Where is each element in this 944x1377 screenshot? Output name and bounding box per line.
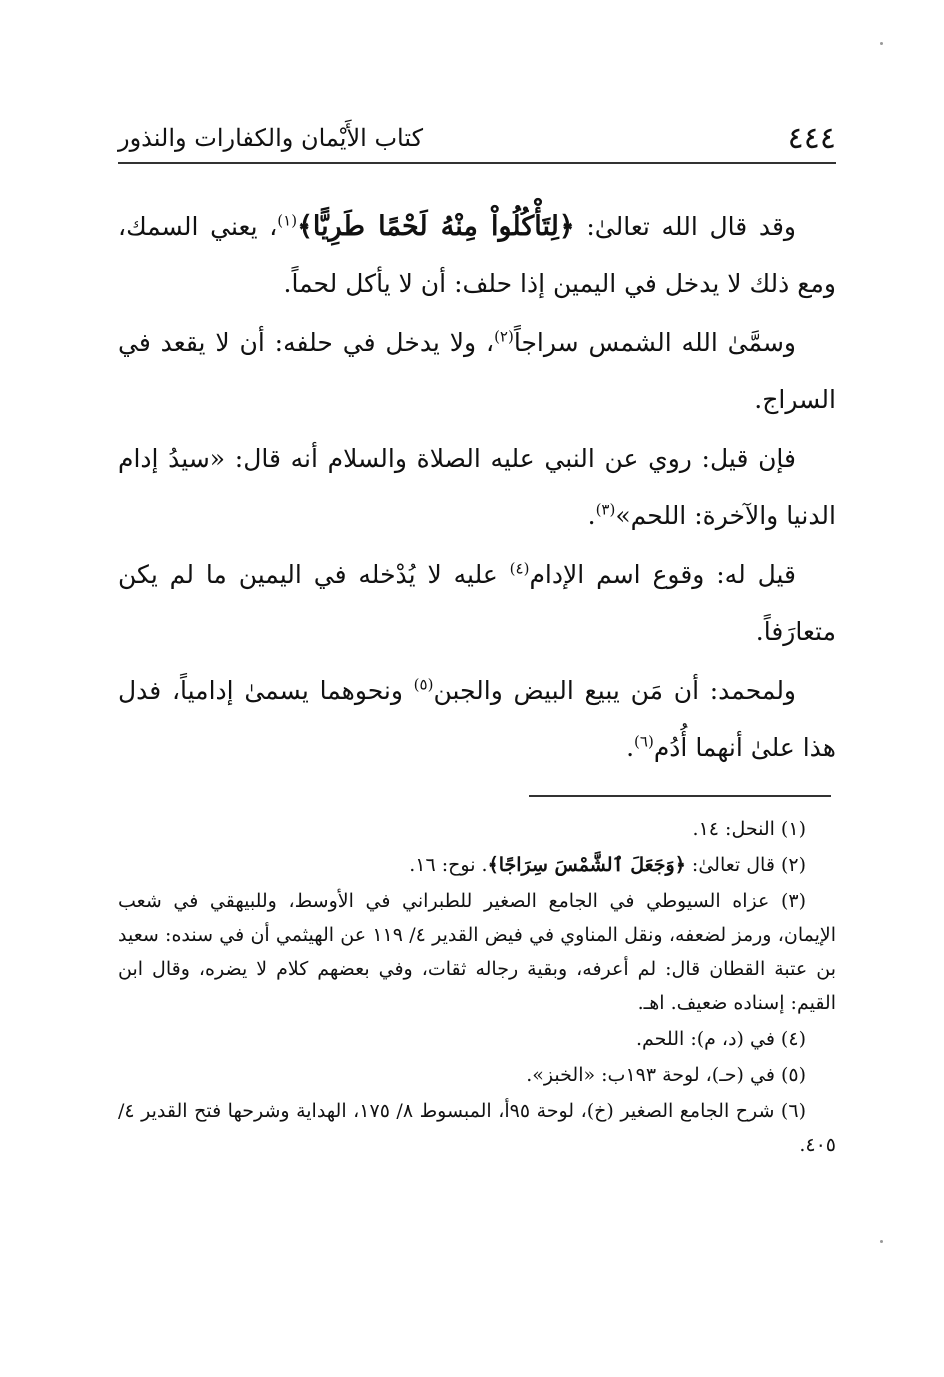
footnote-5: (٥) في (حـ)، لوحة ١٩٣ب: «الخبز». — [526, 1064, 806, 1086]
p5-text-end: . — [626, 733, 635, 762]
paragraph-4 — [118, 546, 836, 660]
footnote-mark-4: (٤) — [509, 559, 530, 578]
p5-text-middle: ونحوهما يسمىٰ إدامياً، فدل هذا علىٰ أنهما أُدُم — [118, 676, 836, 762]
p1-text-end: ، يعني السمك، ومع ذلك لا يدخل في اليمين إذا حلف: أن لا يأكل لحماً. — [118, 212, 836, 298]
fn2-text-start: (٢) قال تعالىٰ: — [685, 854, 806, 876]
footnote-1: (١) النحل: ١٤. — [692, 818, 806, 840]
scan-speck — [880, 42, 883, 45]
paragraph-2 — [118, 314, 836, 428]
paragraph-5 — [118, 662, 836, 776]
footnote-separator — [529, 795, 831, 797]
p1-text-start: وقد قال الله تعالىٰ: — [574, 212, 797, 241]
footnote-3: (٣) عزاه السيوطي في الجامع الصغير للطبراني في الأوسط، وللبيهقي في شعب الإيمان، ورمز لضعفه، ونقل المناوي في فيض القدير ٤/ ١١٩ عن الهيثمي أن في سنده: سعيد بن عتبة القطان قال: لم أعرفه، وبقية رجاله ثقات، وفي بعضهم كلام لا يضره، وقال ابن القيم: إسناده ضعيف. اهـ. — [118, 890, 836, 1014]
paragraph-1 — [118, 198, 836, 312]
page-number: ٤٤٤ — [787, 120, 836, 156]
footnotes — [118, 812, 836, 1164]
p3-text-end: . — [587, 501, 596, 530]
quran-verse: ﴿لِتَأْكُلُواْ مِنْهُ لَحْمًا طَرِيًّا﴾ — [297, 211, 575, 242]
footnote-4: (٤) في (د، م): اللحم. — [635, 1028, 806, 1050]
footnote-mark-2: (٢) — [494, 327, 514, 346]
p4-text-start: قيل له: وقوع اسم الإدام — [529, 560, 797, 589]
p3-text-start: فإن قيل: روي عن النبي عليه الصلاة والسلام أنه قال: «سيدُ إدام الدنيا والآخرة: اللحم» — [118, 444, 836, 530]
fn2-quran-verse: ﴿وَجَعَلَ ٱلشَّمْسَ سِرَاجًا﴾ — [487, 854, 686, 876]
footnote-mark-6: (٦) — [634, 732, 654, 751]
header-rule — [118, 162, 836, 164]
scan-speck — [880, 1240, 883, 1243]
main-text — [118, 198, 836, 778]
footnote-mark-3: (٣) — [595, 500, 616, 519]
page-header — [118, 118, 836, 158]
running-title: كتاب الأَيْمان والكفارات والنذور — [118, 124, 424, 152]
footnote-mark-1: (١) — [277, 211, 298, 230]
footnote-6: (٦) شرح الجامع الصغير (خ)، لوحة ٩٥أ، المبسوط ٨/ ١٧٥، الهداية وشرحها فتح القدير ٤/ ٤٠٥. — [118, 1100, 836, 1156]
paragraph-3 — [118, 430, 836, 544]
p5-text-start: ولمحمد: أن مَن يبيع البيض والجبن — [433, 676, 797, 705]
footnote-mark-5: (٥) — [413, 675, 434, 694]
p2-text-start: وسمَّىٰ الله الشمس سراجاً — [513, 328, 796, 357]
p4-text-end: عليه لا يُدْخله في اليمين ما لم يكن متعارَفاً. — [118, 560, 836, 646]
fn2-text-end: . نوح: ١٦. — [409, 854, 488, 876]
p2-text-end: ، ولا يدخل في حلفه: أن لا يقعد في السراج. — [118, 328, 836, 414]
footnote-2 — [118, 848, 836, 882]
